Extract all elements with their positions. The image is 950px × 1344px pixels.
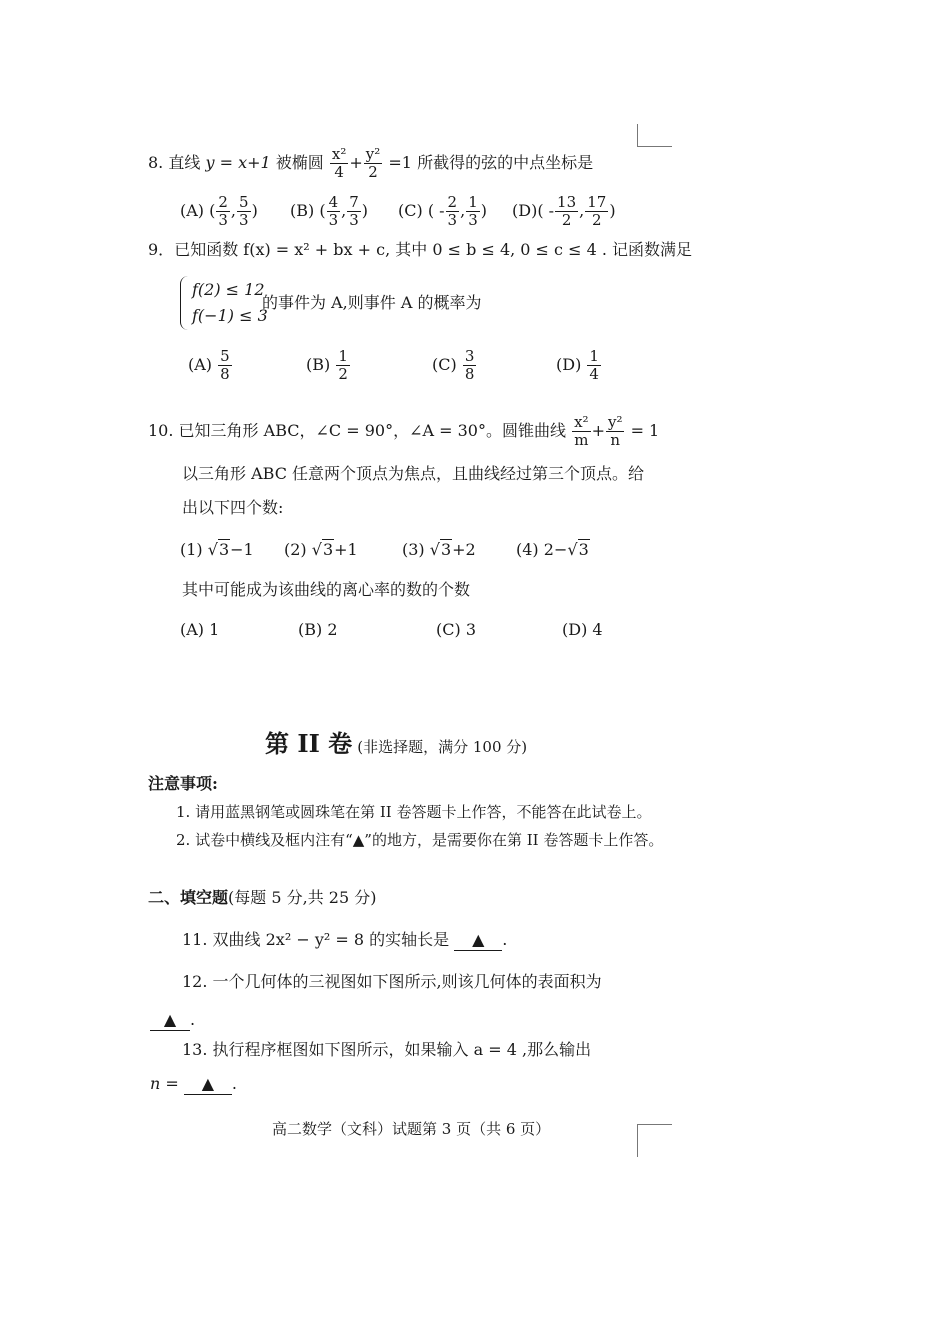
q10-option-d[interactable]: (D) 4 (562, 620, 603, 639)
q10-number-1: (1) √3−1 (180, 540, 254, 559)
question-13-answer: n = ▲ . (150, 1074, 237, 1093)
q9-option-a[interactable]: (A) $\frac{5}{8}$ (188, 347, 230, 383)
q9-option-c[interactable]: (C) $\frac{3}{8}$ (432, 347, 475, 383)
q8-option-b[interactable]: (B) ( $\frac{4}{3}$ , $\frac{7}{3}$ ) (290, 193, 369, 229)
q10-question: 其中可能成为该曲线的离心率的数的个数 (182, 580, 471, 599)
question-12-answer: ▲ . (150, 1010, 195, 1031)
question-8: 8. 直线 y = x+1 被椭圆 $\frac{\text{x²}}{4}$ + $\frac{\text{y²}}{2}$ =1 所截得的弦的中点坐标是 (148, 145, 594, 181)
question-11: 11. 双曲线 2x² − y² = 8 的实轴长是 ▲ . (182, 930, 508, 949)
question-9: 9．已知函数 f(x) = x² + bx + c, 其中 0 ≤ b ≤ 4, 0 ≤ c ≤ 4 . 记函数满足 (148, 240, 693, 259)
q10-option-c[interactable]: (C) 3 (436, 620, 476, 639)
note-2: 2. 试卷中横线及框内注有“▲”的地方，是需要你在第 II 卷答题卡上作答。 (176, 831, 664, 849)
q9-event-text: 的事件为 A,则事件 A 的概率为 (262, 293, 482, 312)
note-1: 1. 请用蓝黑钢笔或圆珠笔在第 II 卷答题卡上作答，不能答在此试卷上。 (176, 803, 652, 821)
q10-number-3: (3) √3+2 (402, 540, 476, 559)
fraction: $\frac{\text{x²}}{4}$ (331, 145, 347, 181)
q10-line-3: 出以下四个数: (182, 498, 284, 517)
page-footer: 高二数学（文科）试题第 3 页（共 6 页） (272, 1120, 551, 1138)
q9-option-b[interactable]: (B) $\frac{1}{2}$ (306, 347, 348, 383)
answer-blank[interactable]: ▲ (454, 930, 502, 951)
fill-heading: 二、填空题(每题 5 分,共 25 分) (148, 888, 377, 907)
q9-option-d[interactable]: (D) $\frac{1}{4}$ (556, 347, 599, 383)
answer-blank[interactable]: ▲ (184, 1074, 232, 1095)
q10-number-2: (2) √3+1 (284, 540, 358, 559)
question-13: 13. 执行程序框图如下图所示，如果输入 a = 4 ,那么输出 (182, 1040, 592, 1059)
answer-blank[interactable]: ▲ (150, 1010, 190, 1031)
notes-title: 注意事项: (148, 774, 218, 793)
crop-mark-top-right (637, 124, 672, 147)
q10-option-b[interactable]: (B) 2 (298, 620, 338, 639)
q9-condition-1: f(2) ≤ 12 (192, 280, 265, 299)
crop-mark-bottom-right (637, 1124, 672, 1157)
system-brace (180, 276, 189, 330)
q8-option-c[interactable]: (C) ( - $\frac{2}{3}$ , $\frac{1}{3}$ ) (398, 193, 487, 229)
fraction: $\frac{\text{y²}}{2}$ (365, 145, 381, 181)
section-2-title: 第 II 卷 (非选择题，满分 100 分) (265, 729, 528, 758)
q9-condition-2: f(−1) ≤ 3 (192, 306, 268, 325)
q8-option-d[interactable]: (D)( - $\frac{13}{2}$ , $\frac{17}{2}$ ) (512, 193, 616, 229)
question-10: 10. 已知三角形 ABC，∠C = 90°，∠A = 30°。圆锥曲线 $\frac{\text{x²}}{m}$ + $\frac{\text{y²}}{n}$ = 1 (148, 413, 660, 449)
question-12: 12. 一个几何体的三视图如下图所示,则该几何体的表面积为 (182, 972, 602, 991)
q10-option-a[interactable]: (A) 1 (180, 620, 220, 639)
q10-number-4: (4) 2−√3 (516, 540, 589, 559)
q10-line-2: 以三角形 ABC 任意两个顶点为焦点，且曲线经过第三个顶点。给 (182, 464, 645, 483)
q8-option-a[interactable]: (A) ( $\frac{2}{3}$ , $\frac{5}{3}$ ) (180, 193, 258, 229)
